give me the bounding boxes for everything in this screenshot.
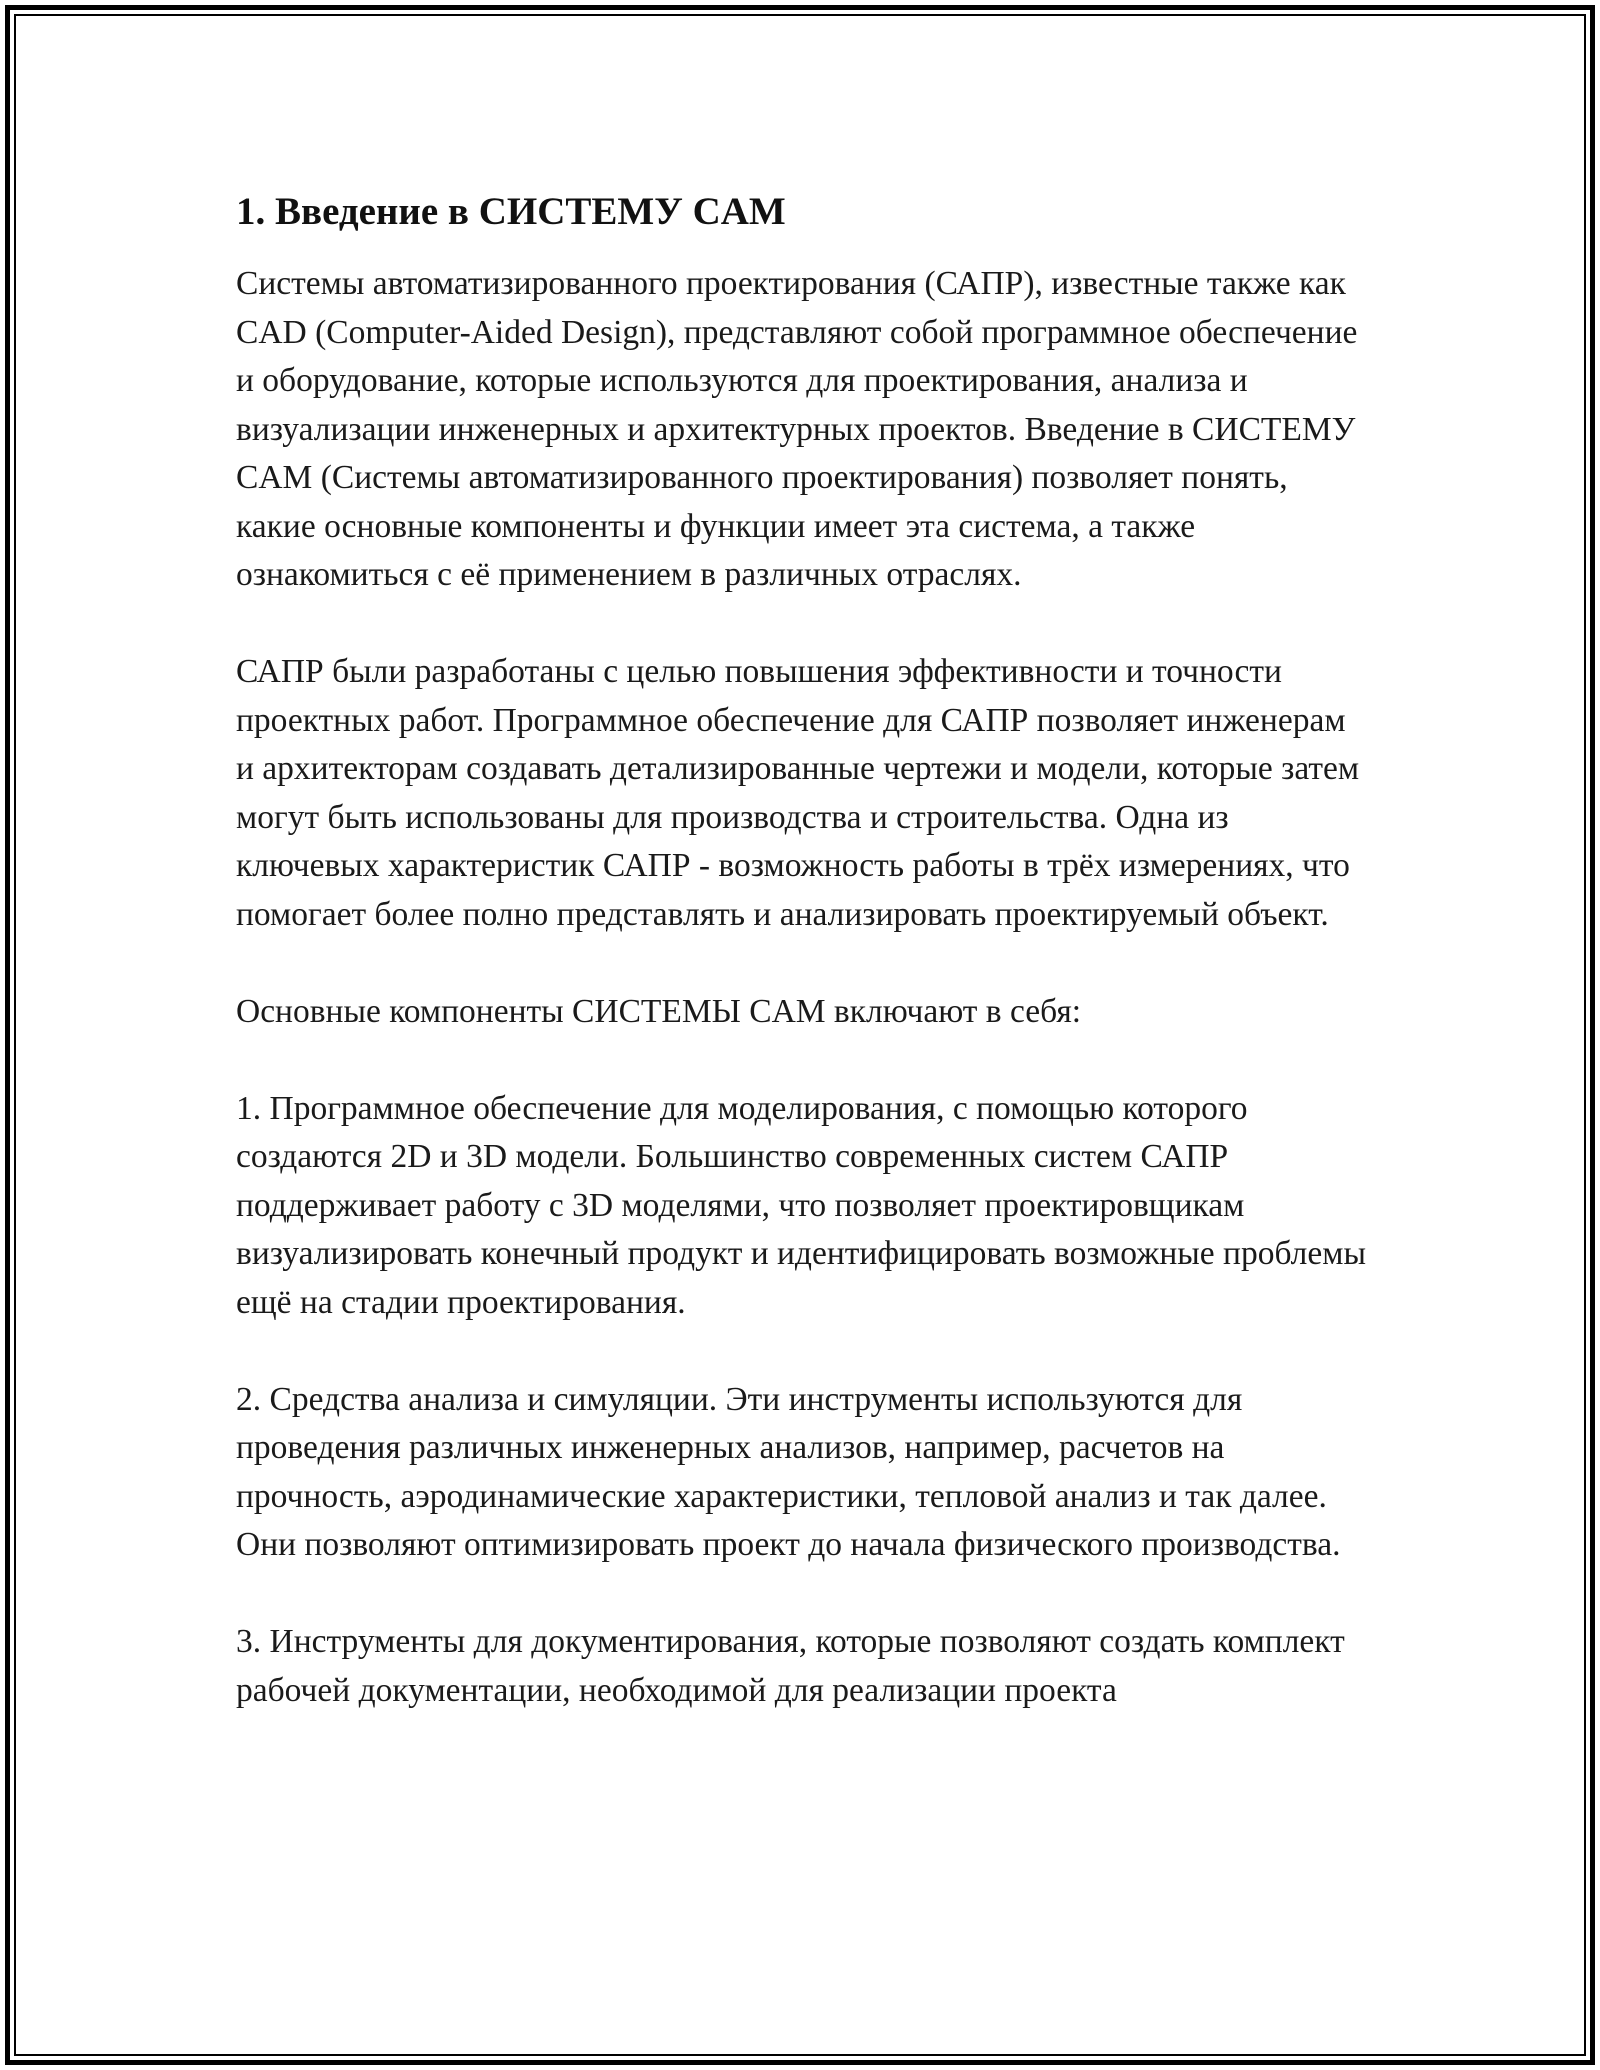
paragraph-history: САПР были разработаны с целью повышения эффективности и точности проектных работ. Программное обеспечение для САПР позволяет инженерам и архитекторам создавать детализированные чертежи и модели, которые затем могут быть использованы для производства и строительства. Одна из ключевых характеристик САПР - возможность работы в трёх измерениях, что помогает более полно представлять и анализировать проектируемый объект. bbox=[236, 653, 1360, 933]
paragraph-intro: Системы автоматизированного проектирования (САПР), известные также как CAD (Computer-Aided Design), представляют собой программное обеспечение и оборудование, которые используются для проектирования, анализа и визуализации инженерных и архитектурных проектов. Введение в СИСТЕМУ CAM (Системы автоматизированного проектирования) позволяет понять, какие основные компоненты и функции имеет эта система, а также ознакомиться с её применением в различных отраслях. bbox=[236, 265, 1358, 593]
list-item-modeling: 1. Программное обеспечение для моделирования, с помощью которого создаются 2D и 3D модели. Большинство современных систем САПР поддерживает работу с 3D моделями, что позволяет проектировщикам визуализировать конечный продукт и идентифицировать возможные проблемы ещё на стадии проектирования. bbox=[236, 1089, 1366, 1321]
section-heading: 1. Введение в СИСТЕМУ CAM bbox=[236, 190, 786, 233]
list-item-documentation: 3. Инструменты для документирования, которые позволяют создать комплект рабочей документации, необходимой для реализации проекта bbox=[236, 1623, 1345, 1709]
document-body bbox=[236, 184, 1366, 1715]
list-item-analysis: 2. Средства анализа и симуляции. Эти инструменты используются для проведения различных инженерных анализов, например, расчетов на прочность, аэродинамические характеристики, тепловой анализ и так далее. Они позволяют оптимизировать проект до начала физического производства. bbox=[236, 1380, 1341, 1563]
paragraph-components-lead: Основные компоненты СИСТЕМЫ CAM включают в себя: bbox=[236, 992, 1082, 1030]
